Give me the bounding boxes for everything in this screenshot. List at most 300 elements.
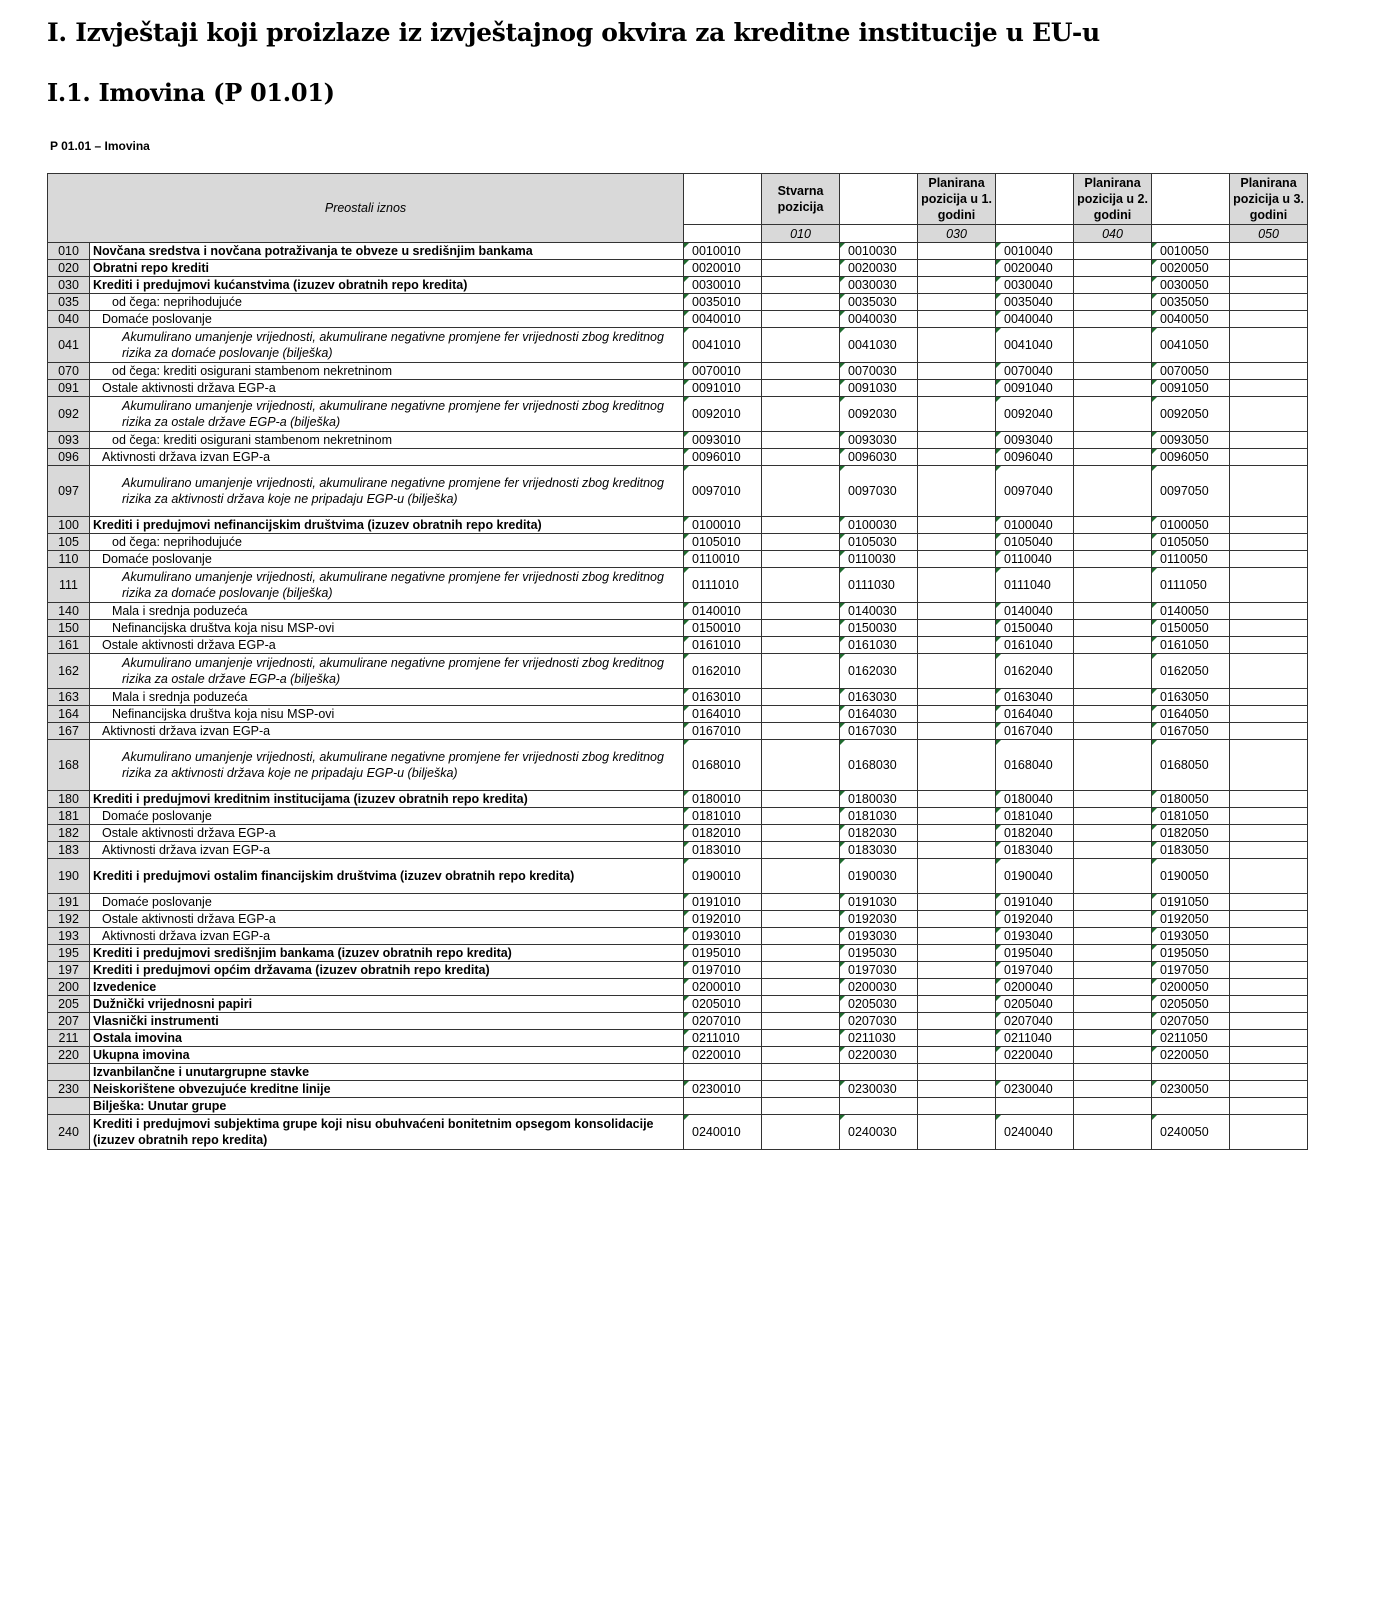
table-row (48, 689, 1308, 706)
cell-code: 0182050 (1152, 825, 1230, 842)
row-number: 030 (48, 277, 90, 294)
value-input-cell[interactable] (1074, 825, 1152, 842)
table-row (48, 1081, 1308, 1098)
value-input-cell[interactable] (918, 380, 996, 397)
value-input-cell[interactable] (1230, 517, 1308, 534)
cell-code: 0030050 (1152, 277, 1230, 294)
value-input-cell[interactable] (1074, 1098, 1152, 1115)
value-input-cell[interactable] (1230, 363, 1308, 380)
table-row (48, 996, 1308, 1013)
cell-code: 0200040 (996, 979, 1074, 996)
value-input-cell[interactable] (1074, 706, 1152, 723)
cell-code: 0195030 (840, 945, 918, 962)
cell-code: 0190010 (684, 859, 762, 894)
value-input-cell[interactable] (1230, 603, 1308, 620)
row-label: Krediti i predujmovi kućanstvima (izuzev obratnih repo kredita) (90, 277, 684, 294)
cell-code: 0167050 (1152, 723, 1230, 740)
value-input-cell[interactable] (918, 432, 996, 449)
cell-code: 0211030 (840, 1030, 918, 1047)
value-input-cell[interactable] (1074, 859, 1152, 894)
value-input-cell[interactable] (1074, 551, 1152, 568)
row-label: od čega: krediti osigurani stambenom nekretninom (90, 363, 684, 380)
value-input-cell[interactable] (762, 740, 840, 791)
value-input-cell[interactable] (918, 637, 996, 654)
cell-code: 0111030 (840, 568, 918, 603)
value-input-cell[interactable] (762, 808, 840, 825)
value-input-cell[interactable] (1074, 568, 1152, 603)
value-input-cell[interactable] (762, 1047, 840, 1064)
col-code-040: 040 (1074, 225, 1152, 243)
value-input-cell[interactable] (918, 517, 996, 534)
value-input-cell[interactable] (762, 689, 840, 706)
value-input-cell[interactable] (1230, 1047, 1308, 1064)
value-input-cell[interactable] (918, 706, 996, 723)
value-input-cell[interactable] (1230, 706, 1308, 723)
value-input-cell[interactable] (918, 363, 996, 380)
value-input-cell[interactable] (1230, 380, 1308, 397)
value-input-cell[interactable] (1230, 568, 1308, 603)
row-number: 091 (48, 380, 90, 397)
value-input-cell[interactable] (762, 859, 840, 894)
value-input-cell[interactable] (762, 825, 840, 842)
value-input-cell[interactable] (918, 894, 996, 911)
value-input-cell[interactable] (1230, 1030, 1308, 1047)
cell-code: 0020010 (684, 260, 762, 277)
value-input-cell[interactable] (1230, 962, 1308, 979)
table-row (48, 928, 1308, 945)
cell-code: 0100050 (1152, 517, 1230, 534)
value-input-cell[interactable] (918, 842, 996, 859)
value-input-cell[interactable] (918, 689, 996, 706)
table-row (48, 294, 1308, 311)
row-label: Akumulirano umanjenje vrijednosti, akumulirane negativne promjene fer vrijednosti zbog kreditnog rizika za aktivnosti država koje ne pripadaju EGP-u (bilješka) (90, 740, 684, 791)
cell-code: 0100040 (996, 517, 1074, 534)
table-row (48, 1064, 1308, 1081)
value-input-cell[interactable] (1074, 397, 1152, 432)
value-input-cell[interactable] (762, 842, 840, 859)
value-input-cell[interactable] (1074, 654, 1152, 689)
cell-code: 0205010 (684, 996, 762, 1013)
value-input-cell[interactable] (1230, 1115, 1308, 1150)
value-input-cell[interactable] (762, 534, 840, 551)
value-input-cell[interactable] (918, 1081, 996, 1098)
row-label: Akumulirano umanjenje vrijednosti, akumulirane negativne promjene fer vrijednosti zbog kreditnog rizika za aktivnosti država koje ne pripadaju EGP-u (bilješka) (90, 466, 684, 517)
cell-code: 0193010 (684, 928, 762, 945)
value-input-cell[interactable] (1074, 1030, 1152, 1047)
cell-code: 0190030 (840, 859, 918, 894)
value-input-cell[interactable] (1074, 979, 1152, 996)
cell-code: 0207010 (684, 1013, 762, 1030)
value-input-cell[interactable] (1074, 723, 1152, 740)
value-input-cell[interactable] (1074, 603, 1152, 620)
cell-code: 0164040 (996, 706, 1074, 723)
value-input-cell[interactable] (1230, 928, 1308, 945)
blank-cell (1152, 225, 1230, 243)
value-input-cell[interactable] (1074, 294, 1152, 311)
value-input-cell[interactable] (762, 568, 840, 603)
cell-code: 0096010 (684, 449, 762, 466)
cell-code: 0110040 (996, 551, 1074, 568)
cell-code: 0230050 (1152, 1081, 1230, 1098)
cell-code: 0192030 (840, 911, 918, 928)
value-input-cell[interactable] (1230, 243, 1308, 260)
cell-code: 0111010 (684, 568, 762, 603)
value-input-cell[interactable] (762, 363, 840, 380)
row-number: 195 (48, 945, 90, 962)
value-input-cell[interactable] (1074, 996, 1152, 1013)
value-input-cell[interactable] (1074, 689, 1152, 706)
value-input-cell[interactable] (918, 551, 996, 568)
value-input-cell[interactable] (918, 654, 996, 689)
value-input-cell[interactable] (1230, 1098, 1308, 1115)
value-input-cell[interactable] (1230, 689, 1308, 706)
value-input-cell[interactable] (918, 328, 996, 363)
table-row (48, 911, 1308, 928)
value-input-cell[interactable] (918, 962, 996, 979)
cell-code: 0091050 (1152, 380, 1230, 397)
value-input-cell[interactable] (918, 243, 996, 260)
cell-code: 0041040 (996, 328, 1074, 363)
value-input-cell[interactable] (762, 1081, 840, 1098)
value-input-cell[interactable] (762, 979, 840, 996)
value-input-cell[interactable] (762, 517, 840, 534)
row-label: Ukupna imovina (90, 1047, 684, 1064)
table-row (48, 517, 1308, 534)
value-input-cell[interactable] (1074, 808, 1152, 825)
cell-code: 0182040 (996, 825, 1074, 842)
value-input-cell[interactable] (1074, 260, 1152, 277)
value-input-cell[interactable] (1230, 842, 1308, 859)
value-input-cell[interactable] (1074, 1081, 1152, 1098)
value-input-cell[interactable] (1230, 808, 1308, 825)
value-input-cell[interactable] (1230, 1064, 1308, 1081)
cell-code: 0168050 (1152, 740, 1230, 791)
row-number: 163 (48, 689, 90, 706)
cell-code: 0035030 (840, 294, 918, 311)
value-input-cell[interactable] (1230, 996, 1308, 1013)
cell-code: 0205030 (840, 996, 918, 1013)
value-input-cell[interactable] (1230, 637, 1308, 654)
main-header: Preostali iznos (48, 174, 684, 243)
value-input-cell[interactable] (762, 243, 840, 260)
value-input-cell[interactable] (762, 277, 840, 294)
row-label: Dužnički vrijednosni papiri (90, 996, 684, 1013)
value-input-cell[interactable] (1074, 842, 1152, 859)
value-input-cell[interactable] (762, 894, 840, 911)
value-input-cell[interactable] (762, 449, 840, 466)
value-input-cell[interactable] (1230, 740, 1308, 791)
value-input-cell[interactable] (918, 1098, 996, 1115)
value-input-cell[interactable] (762, 911, 840, 928)
cell-code: 0010050 (1152, 243, 1230, 260)
value-input-cell[interactable] (918, 979, 996, 996)
cell-code: 0041030 (840, 328, 918, 363)
table-row (48, 654, 1308, 689)
value-input-cell[interactable] (762, 603, 840, 620)
row-label: Ostale aktivnosti država EGP-a (90, 825, 684, 842)
value-input-cell[interactable] (918, 1013, 996, 1030)
cell-code (684, 1098, 762, 1115)
value-input-cell[interactable] (762, 551, 840, 568)
table-row (48, 962, 1308, 979)
value-input-cell[interactable] (1074, 432, 1152, 449)
value-input-cell[interactable] (918, 1064, 996, 1081)
value-input-cell[interactable] (1074, 1064, 1152, 1081)
cell-code: 0200010 (684, 979, 762, 996)
value-input-cell[interactable] (918, 466, 996, 517)
cell-code: 0092040 (996, 397, 1074, 432)
value-input-cell[interactable] (762, 260, 840, 277)
cell-code: 0191050 (1152, 894, 1230, 911)
value-input-cell[interactable] (762, 1098, 840, 1115)
cell-code: 0183010 (684, 842, 762, 859)
value-input-cell[interactable] (1074, 637, 1152, 654)
value-input-cell[interactable] (762, 620, 840, 637)
value-input-cell[interactable] (1074, 243, 1152, 260)
cell-code: 0197050 (1152, 962, 1230, 979)
cell-code: 0183040 (996, 842, 1074, 859)
value-input-cell[interactable] (1074, 962, 1152, 979)
row-number: 164 (48, 706, 90, 723)
row-label: Akumulirano umanjenje vrijednosti, akumulirane negativne promjene fer vrijednosti zbog kreditnog rizika za ostale države EGP-a (bilješka) (90, 654, 684, 689)
value-input-cell[interactable] (918, 277, 996, 294)
value-input-cell[interactable] (1074, 380, 1152, 397)
value-input-cell[interactable] (762, 311, 840, 328)
cell-code (684, 1064, 762, 1081)
row-label: Akumulirano umanjenje vrijednosti, akumulirane negativne promjene fer vrijednosti zbog kreditnog rizika za domaće poslovanje (bilješka) (90, 328, 684, 363)
table-row (48, 825, 1308, 842)
value-input-cell[interactable] (918, 825, 996, 842)
value-input-cell[interactable] (1230, 466, 1308, 517)
value-input-cell[interactable] (918, 568, 996, 603)
value-input-cell[interactable] (918, 1115, 996, 1150)
value-input-cell[interactable] (1230, 1013, 1308, 1030)
cell-code: 0240040 (996, 1115, 1074, 1150)
value-input-cell[interactable] (1230, 534, 1308, 551)
cell-code: 0097040 (996, 466, 1074, 517)
value-input-cell[interactable] (1074, 911, 1152, 928)
value-input-cell[interactable] (1074, 1013, 1152, 1030)
row-number: 140 (48, 603, 90, 620)
cell-code: 0190040 (996, 859, 1074, 894)
cell-code: 0190050 (1152, 859, 1230, 894)
value-input-cell[interactable] (918, 808, 996, 825)
row-number: 211 (48, 1030, 90, 1047)
cell-code: 0230010 (684, 1081, 762, 1098)
cell-code: 0010040 (996, 243, 1074, 260)
cell-code: 0220040 (996, 1047, 1074, 1064)
value-input-cell[interactable] (762, 996, 840, 1013)
cell-code: 0111050 (1152, 568, 1230, 603)
value-input-cell[interactable] (762, 962, 840, 979)
value-input-cell[interactable] (1074, 449, 1152, 466)
value-input-cell[interactable] (918, 945, 996, 962)
table-row (48, 397, 1308, 432)
code-col-header (996, 174, 1074, 225)
value-input-cell[interactable] (1074, 791, 1152, 808)
value-input-cell[interactable] (1230, 551, 1308, 568)
value-input-cell[interactable] (918, 311, 996, 328)
value-input-cell[interactable] (918, 620, 996, 637)
value-input-cell[interactable] (762, 945, 840, 962)
value-input-cell[interactable] (1074, 740, 1152, 791)
table-row (48, 1115, 1308, 1150)
value-input-cell[interactable] (1230, 723, 1308, 740)
cell-code: 0097030 (840, 466, 918, 517)
row-number: 193 (48, 928, 90, 945)
table-row (48, 723, 1308, 740)
value-input-cell[interactable] (918, 603, 996, 620)
cell-code: 0205050 (1152, 996, 1230, 1013)
cell-code: 0091030 (840, 380, 918, 397)
row-label: Novčana sredstva i novčana potraživanja te obveze u središnjim bankama (90, 243, 684, 260)
col-header-040: Planirana pozicija u 2. godini (1074, 174, 1152, 225)
cell-code: 0200050 (1152, 979, 1230, 996)
value-input-cell[interactable] (762, 637, 840, 654)
value-input-cell[interactable] (918, 260, 996, 277)
value-input-cell[interactable] (1230, 654, 1308, 689)
cell-code: 0105050 (1152, 534, 1230, 551)
value-input-cell[interactable] (762, 1030, 840, 1047)
value-input-cell[interactable] (1074, 466, 1152, 517)
cell-code: 0035040 (996, 294, 1074, 311)
value-input-cell[interactable] (918, 1047, 996, 1064)
cell-code: 0192050 (1152, 911, 1230, 928)
row-number: 220 (48, 1047, 90, 1064)
row-label: Domaće poslovanje (90, 894, 684, 911)
value-input-cell[interactable] (762, 466, 840, 517)
cell-code: 0161030 (840, 637, 918, 654)
row-label: Krediti i predujmovi središnjim bankama (izuzev obratnih repo kredita) (90, 945, 684, 962)
row-number: 105 (48, 534, 90, 551)
row-label: Akumulirano umanjenje vrijednosti, akumulirane negativne promjene fer vrijednosti zbog kreditnog rizika za ostale države EGP-a (bilješka) (90, 397, 684, 432)
cell-code: 0140040 (996, 603, 1074, 620)
cell-code: 0240010 (684, 1115, 762, 1150)
value-input-cell[interactable] (918, 911, 996, 928)
row-number: 010 (48, 243, 90, 260)
cell-code: 0010030 (840, 243, 918, 260)
value-input-cell[interactable] (762, 928, 840, 945)
value-input-cell[interactable] (918, 294, 996, 311)
cell-code (996, 1098, 1074, 1115)
value-input-cell[interactable] (1074, 1047, 1152, 1064)
cell-code: 0035010 (684, 294, 762, 311)
value-input-cell[interactable] (1230, 825, 1308, 842)
table-row (48, 1047, 1308, 1064)
row-number: 205 (48, 996, 90, 1013)
cell-code: 0150010 (684, 620, 762, 637)
blank-cell (684, 225, 762, 243)
value-input-cell[interactable] (1074, 363, 1152, 380)
value-input-cell[interactable] (762, 328, 840, 363)
row-label: Krediti i predujmovi subjektima grupe koji nisu obuhvaćeni bonitetnim opsegom konsolidacije (izuzev obratnih repo kredita) (90, 1115, 684, 1150)
value-input-cell[interactable] (918, 397, 996, 432)
value-input-cell[interactable] (1230, 911, 1308, 928)
row-number: 040 (48, 311, 90, 328)
value-input-cell[interactable] (1230, 277, 1308, 294)
cell-code: 0030010 (684, 277, 762, 294)
value-input-cell[interactable] (918, 1030, 996, 1047)
value-input-cell[interactable] (762, 723, 840, 740)
value-input-cell[interactable] (1074, 277, 1152, 294)
cell-code: 0183050 (1152, 842, 1230, 859)
cell-code: 0183030 (840, 842, 918, 859)
value-input-cell[interactable] (1230, 311, 1308, 328)
value-input-cell[interactable] (762, 1115, 840, 1150)
row-label: Ostale aktivnosti država EGP-a (90, 637, 684, 654)
value-input-cell[interactable] (1074, 534, 1152, 551)
value-input-cell[interactable] (1074, 894, 1152, 911)
value-input-cell[interactable] (1230, 945, 1308, 962)
value-input-cell[interactable] (762, 380, 840, 397)
value-input-cell[interactable] (1230, 397, 1308, 432)
cell-code: 0240050 (1152, 1115, 1230, 1150)
value-input-cell[interactable] (1230, 328, 1308, 363)
cell-code: 0164050 (1152, 706, 1230, 723)
cell-code: 0193030 (840, 928, 918, 945)
row-number: 070 (48, 363, 90, 380)
value-input-cell[interactable] (1230, 791, 1308, 808)
value-input-cell[interactable] (918, 859, 996, 894)
value-input-cell[interactable] (762, 1013, 840, 1030)
cell-code: 0181030 (840, 808, 918, 825)
value-input-cell[interactable] (1230, 979, 1308, 996)
value-input-cell[interactable] (918, 723, 996, 740)
value-input-cell[interactable] (918, 449, 996, 466)
value-input-cell[interactable] (1230, 620, 1308, 637)
value-input-cell[interactable] (762, 432, 840, 449)
cell-code: 0040030 (840, 311, 918, 328)
value-input-cell[interactable] (918, 928, 996, 945)
value-input-cell[interactable] (762, 294, 840, 311)
value-input-cell[interactable] (762, 791, 840, 808)
value-input-cell[interactable] (1230, 859, 1308, 894)
row-number: 092 (48, 397, 90, 432)
value-input-cell[interactable] (918, 740, 996, 791)
table-row (48, 449, 1308, 466)
value-input-cell[interactable] (918, 791, 996, 808)
value-input-cell[interactable] (762, 1064, 840, 1081)
value-input-cell[interactable] (1230, 894, 1308, 911)
cell-code: 0167010 (684, 723, 762, 740)
value-input-cell[interactable] (762, 706, 840, 723)
cell-code: 0093030 (840, 432, 918, 449)
value-input-cell[interactable] (1074, 945, 1152, 962)
value-input-cell[interactable] (1074, 928, 1152, 945)
value-input-cell[interactable] (918, 996, 996, 1013)
value-input-cell[interactable] (762, 397, 840, 432)
value-input-cell[interactable] (1074, 328, 1152, 363)
cell-code: 0230030 (840, 1081, 918, 1098)
cell-code (996, 1064, 1074, 1081)
value-input-cell[interactable] (1074, 620, 1152, 637)
value-input-cell[interactable] (1074, 1115, 1152, 1150)
value-input-cell[interactable] (1230, 432, 1308, 449)
value-input-cell[interactable] (1230, 294, 1308, 311)
value-input-cell[interactable] (1074, 517, 1152, 534)
row-number: 183 (48, 842, 90, 859)
value-input-cell[interactable] (762, 654, 840, 689)
cell-code: 0070030 (840, 363, 918, 380)
row-label: Krediti i predujmovi nefinancijskim društvima (izuzev obratnih repo kredita) (90, 517, 684, 534)
value-input-cell[interactable] (918, 534, 996, 551)
value-input-cell[interactable] (1230, 260, 1308, 277)
value-input-cell[interactable] (1230, 1081, 1308, 1098)
value-input-cell[interactable] (1074, 311, 1152, 328)
value-input-cell[interactable] (1230, 449, 1308, 466)
table-row (48, 859, 1308, 894)
cell-code: 0110050 (1152, 551, 1230, 568)
